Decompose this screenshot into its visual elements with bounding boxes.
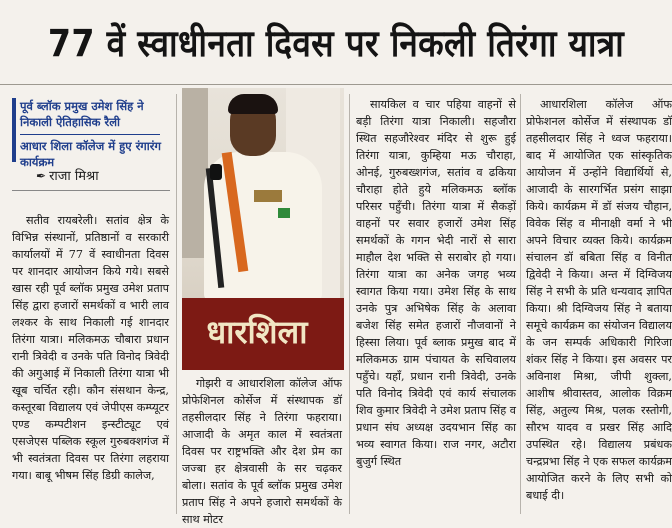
intro-line-1: पूर्व ब्लॉक प्रमुख उमेश सिंह ने निकाली ऐतिहासिक रैली <box>20 99 144 129</box>
article-column-4 <box>526 96 672 514</box>
column-divider <box>176 94 177 514</box>
column-2-text: गोझरी व आधारशिला कॉलेज ऑफ प्रोफेशिनल कोर्सेज में संस्थापक डॉ तहसीलदार सिंह ने तिरंगा फहराया। आजादी के अमृत काल में स्वतंत्रता दिवस पर राष्ट्रभक्ति और देश प्रेम का जज्बा हर क्षेत्रवासी के सर चढ़कर बोला। सतांव के पूर्व ब्लॉक प्रमुख उमेश प्रताप सिंह ने अपने हजारो समर्थकों के साथ मोटर <box>182 377 342 526</box>
byline <box>36 166 166 184</box>
column-1-text: सतीव रायबरेली। सतांव क्षेत्र के विभिन्न संस्थानों, प्रतिष्ठानों व सरकारी कार्यालयों में 77 वें स्वाधीनता दिवस पर शानदार आयोजन किये गये। सबसे खास रही पूर्व ब्लॉक प्रमुख उमेश प्रताप सिंह द्वारा हजारों समर्थकों व भारी लाव लश्कर के साथ निकाली गई शानदार तिरंगा यात्रा। मलिकमऊ चौबारा प्रधान रानी त्रिवेदी व उनके पति विनोद त्रिवेदी की अगुआई में निकाली तिरंगा यात्रा भी खूब चर्चित रही। कौन संसथान केन्द्र, कस्तूरबा विद्यालय एवं जेपीएस कम्प्यूटर एण्ड कम्पटीशन इन्स्टीट्यूट एवं एसजेएस पब्लिक स्कूल गुरुबक्शगंज में भी स्वतंत्रता दिवस पर तिरंगा लहराया गया। बाबू भीषम सिंह डिग्री कालेज, <box>12 214 169 482</box>
article-column-1 <box>12 212 169 512</box>
column-4-text: आधारशिला कॉलेज ऑफ प्रोफेशनल कोर्सेज में संस्थापक डॉ तहसीलदार सिंह ने ध्वज फहराया। बाद में आयोजित एक सांस्कृतिक आयोजन में उन्होंने विद्यार्थियों से, आजादी के सारगर्भित प्रसंग साझा किये। कार्यक्रम में डॉ संजय चौहान, विवेक सिंह व मीनाक्षी वर्मा ने भी अपने विचार व्यक्त किये। कार्यक्रम संचालन डॉ बबिता सिंह व विनीत द्विवेदी ने किया। अन्त में दिग्विजय सिंह ने सभी के प्रति धन्यवाद ज्ञापित किया। श्री दिग्विजय सिंह ने बताया समूचे कार्यक्रम का संयोजन विद्यालय के जन सम्पर्क अधिकारी गिरिजा शंकर सिंह ने किया। इस अवसर पर अविनाश मिश्रा, जीपी शुक्ला, आशीष श्रीवास्तव, आलोक विक्रम सिंह, अतुल्य मिश्र, पलक रस्तोगी, सौरभ यादव व प्रखर सिंह आदि उपस्थित रहे। विद्यालय प्रबंधक चन्द्रप्रभा सिंह ने एक सफल कार्यक्रम आयोजित करने के लिए सभी को बधाई दी। <box>526 98 672 502</box>
banner-sign-text: धारशिला <box>206 313 308 351</box>
column-divider <box>349 94 350 514</box>
intro-subheadline <box>20 98 168 170</box>
intro-line-2: आधार शिला कॉलेज में हुए रंगारंग कार्यक्रम <box>20 139 161 169</box>
headline: 77 वें स्वाधीनता दिवस पर निकली तिरंगा यात्रा <box>47 21 625 65</box>
pen-icon: ✒ <box>36 169 47 183</box>
byline-divider <box>12 190 170 191</box>
column-divider <box>520 94 521 514</box>
article-column-2 <box>182 375 342 526</box>
microphone-icon <box>210 164 222 180</box>
article-photo <box>182 88 344 370</box>
headline-divider <box>0 84 672 85</box>
intro-accent-bar <box>12 98 16 162</box>
article-column-3 <box>356 96 516 514</box>
byline-author: राजा मिश्रा <box>49 169 99 184</box>
column-3-text: सायकिल व चार पहिया वाहनों से बड़ी तिरंगा यात्रा निकाली। सहजौरा स्थित सहजौरेश्वर मंदिर से शुरू हुई तिरंगा यात्रा, कुम्हिया मऊ चौराहा, ओनई, गुरुबख्शगंज, सतांव व ढकिया चौराहा होते हुये मलिकमऊ ब्लॉक परिसर पहुँची। तिरंगा यात्रा में सैकड़ों वाहनों पर सवार हजारों उमेश सिंह समर्थकों के गगन भेदी नारों से सारा माहौल देश भक्ति से सराबोर हो गया। तिरंगा यात्रा का अनेक जगह भव्य स्वागत किया गया। उमेश सिंह के साथ उनके पुत्र अभिषेक सिंह के अलावा बजेश सिंह समेत हजारों नौजवानों ने हिस्सा लिया। पूर्व ब्लाक प्रमुख बाद में मलिकमऊ ग्राम पंचायत के सचिवालय पहुँचे। यहाँ, प्रधान रानी त्रिवेदी, उनके पति विनोद त्रिवेदी एवं कार्य संचालक शिव कुमार त्रिवेदी ने उमेश प्रताप सिंह व प्रधान संघ अध्यक्ष उदयभान सिंह का भव्य स्वागत किया। राज नगर, अटौरा बुजुर्ग स्थित <box>356 98 516 468</box>
intro-rule <box>20 134 160 135</box>
